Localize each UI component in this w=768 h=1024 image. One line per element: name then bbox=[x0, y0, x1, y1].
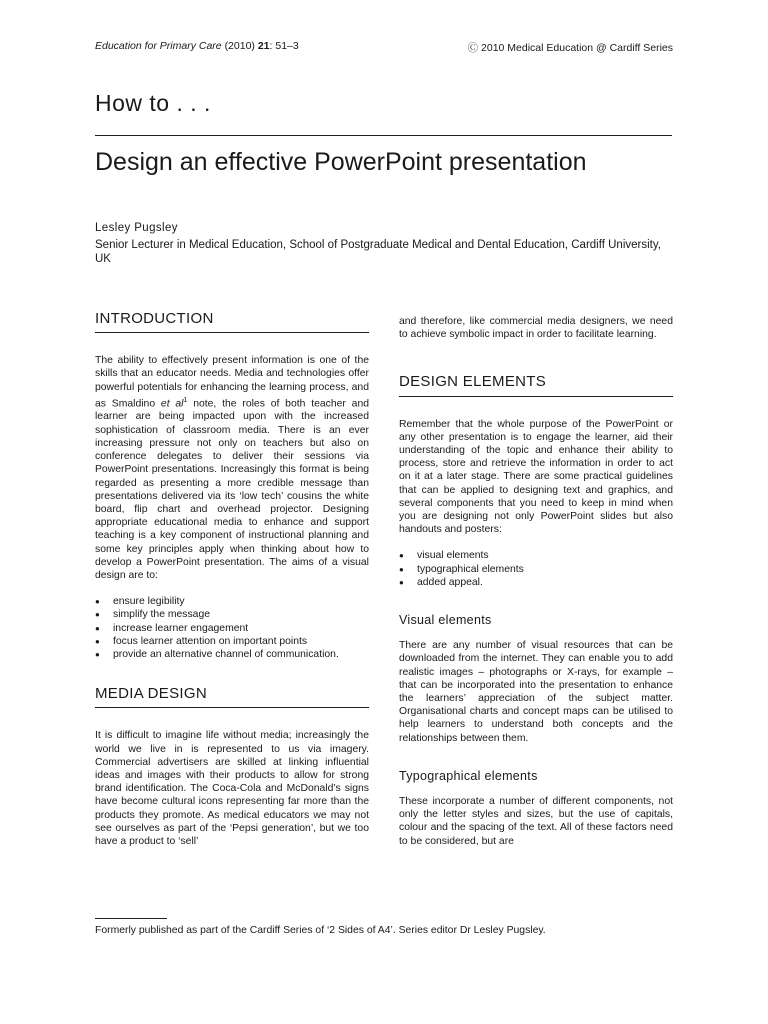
list-item: ● added appeal. bbox=[399, 576, 673, 589]
author-name: Lesley Pugsley bbox=[95, 222, 178, 234]
typographical-elements-heading: Typographical elements bbox=[399, 768, 538, 783]
design-elements-paragraph: Remember that the whole purpose of the PowerPoint or any other presentation is to engage the learner, aid their understanding of the topic and enhance their ability to process, store and retrieve the information in order to act on it at a later stage. There are some practical guidelines that can be applied to designing text and graphics, and several components that you need to keep in mind when you are designing not only PowerPoint slides but also handouts and posters: bbox=[399, 418, 673, 536]
list-item: ● focus learner attention on important points bbox=[95, 635, 369, 648]
copyright-notice: Ⓒ 2010 Medical Education @ Cardiff Series bbox=[467, 42, 673, 54]
design-elements-heading: DESIGN ELEMENTS bbox=[399, 375, 673, 396]
left-column bbox=[95, 312, 369, 848]
media-design-paragraph: It is difficult to imagine life without media; increasingly the world we live in is represented to us via imagery. Commercial advertisers are skilled at linking influential ideas and images with their products to allow for strong brand identification. The Coca-Cola and McDonald’s signs have become cultural icons representing far more than the products they promote. As medical educators we may not see ourselves as part of the ‘Pepsi generation’, but we too have a product to ‘sell’ bbox=[95, 730, 369, 847]
series-label: How to . . . bbox=[95, 90, 211, 116]
list-item: ● ensure legibility bbox=[95, 595, 369, 608]
journal-pages: : 51–3 bbox=[269, 40, 299, 52]
footnote-divider bbox=[95, 918, 167, 919]
footnote: Formerly published as part of the Cardiff Series of ‘2 Sides of A4’. Series editor Dr Lesley Pugsley. bbox=[95, 925, 546, 936]
journal-citation bbox=[95, 40, 299, 52]
list-item: ● increase learner engagement bbox=[95, 622, 369, 635]
author-affiliation: Senior Lecturer in Medical Education, School of Postgraduate Medical and Dental Education, Cardiff University, UK bbox=[95, 239, 661, 265]
list-item: ● visual elements bbox=[399, 549, 673, 562]
introduction-heading: INTRODUCTION bbox=[95, 312, 369, 333]
visual-elements-heading: Visual elements bbox=[399, 613, 492, 628]
list-item: ● provide an alternative channel of communication. bbox=[95, 648, 369, 661]
journal-volume: 21 bbox=[257, 40, 270, 52]
media-design-paragraph-continued: and therefore, like commercial media designers, we need to achieve symbolic impact in order to facilitate learning. bbox=[399, 316, 673, 341]
introduction-paragraph: The ability to effectively present information is one of the skills that an educator needs. Media and technologies offer powerful potentials for enhancing the learning process, and as Smaldino et $al^1$ note, the roles of both teacher and learner are being impacted upon with the increased sophistication of classroom media. There is an ever increasing pressure not only on teachers but also on conference delegates to deliver their sessions via PowerPoint presentations. Increasingly this format is being regarded as presenting a more credible message than presentations delivered via its ‘low tech’ cousins the white board, flip chart and overhead projector. Designing appropriate educational media to enhance and support teaching is a key component of instructional planning and some key principles apply when thinking about how to develop a PowerPoint presentation. The aims of a visual design are to: bbox=[95, 355, 369, 581]
journal-name: Education for Primary Care bbox=[95, 40, 222, 52]
aims-list bbox=[95, 595, 369, 661]
title-divider bbox=[95, 135, 672, 136]
typographical-elements-paragraph: These incorporate a number of different components, not only the letter styles and sizes, but the use of capitals, colour and the spacing of the text. All of these factors need to be considered, but are bbox=[399, 796, 673, 847]
reference-1[interactable]: 1 bbox=[183, 396, 188, 404]
et-al: et al bbox=[160, 398, 184, 410]
right-column bbox=[399, 315, 673, 848]
journal-year: (2010) bbox=[224, 40, 255, 52]
media-design-heading: MEDIA DESIGN bbox=[95, 687, 369, 708]
list-item: ● typographical elements bbox=[399, 563, 673, 576]
design-elements-list bbox=[399, 549, 673, 589]
article-title: Design an effective PowerPoint presentation bbox=[95, 148, 587, 176]
list-item: ● simplify the message bbox=[95, 608, 369, 621]
visual-elements-paragraph: There are any number of visual resources that can be downloaded from the internet. They can enable you to add realistic images – photographs or X-rays, for example – that can be incorporated into the presentation to enhance the learners’ appreciation of the subject matter. Organisational charts and concept maps can be utilised to help learners to understand both concepts and the relationships between them. bbox=[399, 640, 673, 744]
